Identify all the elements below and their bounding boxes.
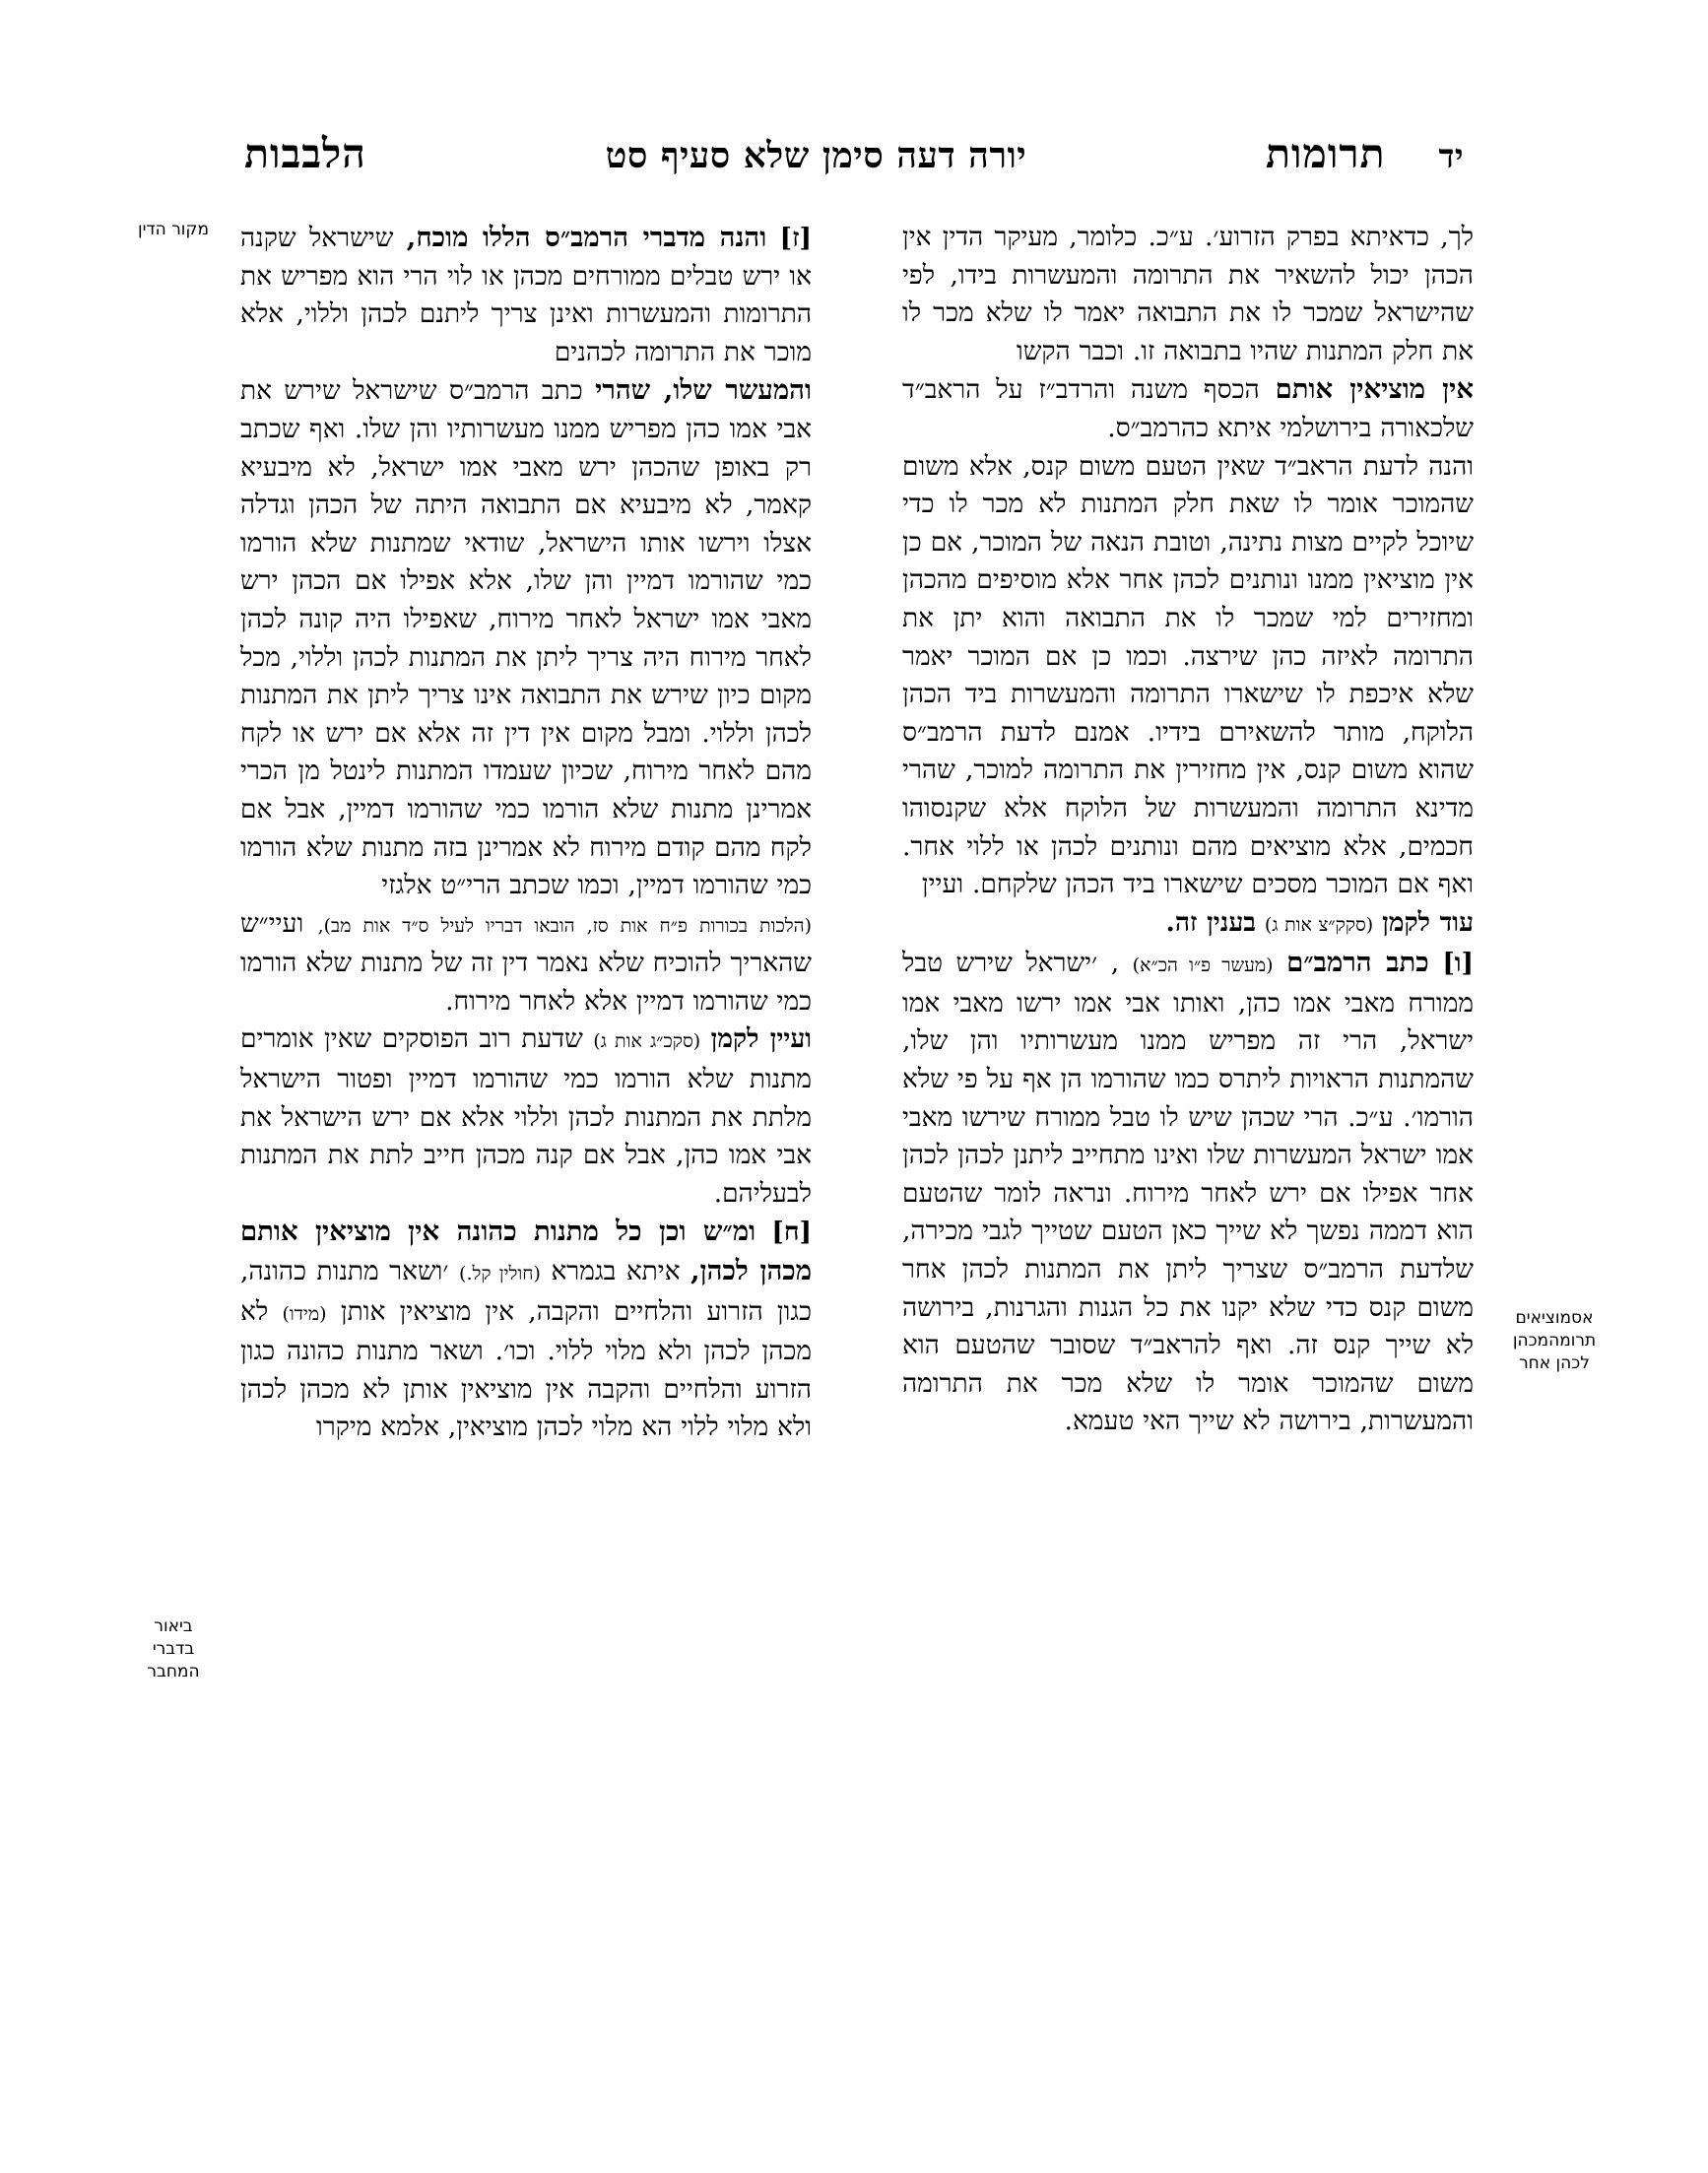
- paragraph-centered: [902, 904, 1474, 945]
- inline-heading: אין מוציאין אותם: [1275, 373, 1475, 406]
- section-title: הלבבות: [244, 130, 366, 177]
- source-citation: (סקק״צ אות ג): [1264, 913, 1374, 936]
- margin-note-right: [1495, 1307, 1613, 1375]
- inline-heading: ומ״ש וכן כל מתנות כהונה אין מוציאין אותם מכהן לכהן,: [240, 1216, 813, 1287]
- margin-note-right-line3: לכהן אחר: [1519, 1353, 1590, 1373]
- folio-number: יד: [1438, 137, 1464, 175]
- paragraph-text: כתב הרמב״ס שישראל שירש את אבי אמו כהן מפריש ממנו מעשרותיו והן שלו. ואף שכתב רק באופן שהכהן ירש מאבי אמו ישראל, לא מיבעיא קאמר, לא מיבעיא אם התבואה היתה של הכהן וגדלה אצלו וירשו אותו הישראל, שודאי שמתנות שלא הורמו כמי שהורמו דמיין והן שלו, אלא אפילו אם הכהן ירש מאבי אמו ישראל לאחר מירוח, שאפילו היה קונה לכהן לאחר מירוח היה צריך ליתן את המתנות לכהן וללוי, מכל מקום כיון שירש את התבואה אינו צריך ליתן את המתנות לכהן וללוי. ומבל מקום אין דין זה אלא אם ירש או לקח מהם לאחר מירוח, שכיון שעמדו המתנות לינטל מן הכרי אמרינן מתנות שלא הורמו כמי שהורמו דמיין, אבל אם לקח מהם קודם מירוח לא אמרינן בזה מתנות שלא הורמו כמי שהורמו דמיין, וכמו שכתב הרי״ט אלגזי: [240, 375, 813, 901]
- left-column-body: [240, 219, 812, 1447]
- paragraph-rambam: [902, 944, 1474, 1441]
- margin-note-right-line2: תרומהמכהן: [1512, 1331, 1597, 1350]
- source-citation: (הלכות בכורות פ״ח אות סז, הובאו דבריו לעיל ס״ד אות מב),: [317, 914, 813, 937]
- margin-note-right-line1: אסמוציאים: [1515, 1308, 1594, 1328]
- inline-heading: עוד לקמן: [1382, 906, 1474, 938]
- paragraph-zayin: [240, 219, 812, 371]
- paragraph-bracket-number: [ח]: [771, 1217, 812, 1248]
- inline-heading: כתב הרמב״ם: [1286, 947, 1429, 979]
- paragraph: [902, 448, 1474, 904]
- source-citation: (מעשר פ״ו הכ״א): [1132, 955, 1274, 977]
- paragraph-bracket-number: [ו]: [1442, 948, 1475, 979]
- inline-heading: והמעשר שלו, שהרי: [595, 374, 813, 407]
- text-columns: [137, 219, 1597, 2084]
- paragraph-text: שדעת רוב הפוסקים שאין אומרים מתנות שלא הורמו כמי שהורמו דמיין ופטור הישראל מלתת את המתנות לכהן וללוי אלא אם ירש הישראל את אבי אמו כהן, אבל אם קנה מכהן חייב לתת את המתנות לבעליהם.: [240, 1023, 812, 1209]
- paragraph-chet: [240, 1213, 812, 1447]
- column-right: [902, 219, 1597, 2084]
- paragraph-bracket-number: [ז]: [779, 223, 813, 253]
- paragraph-text: , ׳ישראל שירש טבל ממורח מאבי אמו כהן, ואותו אבי אמו ירשו מאבי אמו ישראל, הרי זה מפריש ממנו מעשרותיו והן שלו, שהמתנות הראויות ליתרס כמו שהורמו הן אף על פי שלא הורמו׳. ע״כ. הרי שכהן שיש לו טבל ממורח שירשו מאבי אמו ישראל המעשרות שלו ואינו מתחייב ליתנן לכהן לכהן אחר אפילו אם ירש לאחר מירוח. ונראה לומר שהטעם הוא דממה נפשך לא שייך כאן הטעם שטייך לגבי מכירה, שלדעת הרמב״ס שצריך ליתן את המתנות לכהן אחר משום קנס כדי שלא יקנו את כל הגנות והגרנות, בירושה לא שייך קנס זה. ואף להראב״ד שסובר שהטעם הוא משום שהמוכר אומר לו שלא מכר את התרומה והמעשרות, בירושה לא שייך האי טעמא.: [902, 948, 1474, 1437]
- paragraph-text: הכסף משנה והרדב״ז על הראב״ד שלכאורה בירושלמי איתא כהרמב״ס.: [902, 374, 1474, 443]
- paragraph-text: שישראל שקנה או ירש טבלים ממורחים מכהן או לוי הרי הוא מפריש את התרומות והמעשרות ואינן צריך ליתנם לכהן וללוי, אלא מוכר את התרומה לכהנים: [240, 223, 812, 367]
- paragraph-text: איתא בגמרא: [551, 1256, 681, 1287]
- column-left: [137, 219, 813, 2084]
- inline-heading-tail: בענין זה.: [1165, 906, 1256, 938]
- margin-note-explanation-line2: בדברי: [152, 1639, 195, 1659]
- margin-note-source: [114, 219, 232, 241]
- inline-heading: ועיין לקמן: [710, 1023, 813, 1055]
- margin-note-source-label: מקור הדין: [137, 220, 210, 239]
- margin-note-explanation: [114, 1615, 232, 1683]
- paragraph-text-3: לא מכהן לכהן ולא מלוי ללוי. וכו׳. ושאר מתנות כהונה כגון הזרוע והלחיים והקבה אין מוציאין אותן לא מכהן לכהן ולא מלוי ללוי הא מלוי לכהן מוציאין, אלמא מיקרו: [240, 1295, 812, 1443]
- source-citation: (סקכ״ג אות ג): [593, 1030, 701, 1053]
- paragraph: [240, 371, 812, 904]
- siman-reference: יורה דעה סימן שלא סעיף סט: [605, 135, 1027, 176]
- paragraph: [902, 219, 1474, 370]
- paragraph-with-heading: [902, 370, 1474, 447]
- paragraph-text: ועיי״ש שהאריך להוכיח שלא נאמר דין זה של מתנות שלא הורמו כמי שהורמו דמיין אלא לאחר מירוח.: [240, 907, 812, 1017]
- paragraph-see-below: [240, 1021, 812, 1213]
- paragraph-text: לך, כדאיתא בפרק הזרוע׳. ע״כ. כלומר, מעיקר הדין אין הכהן יכול להשאיר את התרומה והמעשרות בידו, לפי שהישראל שמכר לו את התבואה יאמר לו שלא מכר לו את חלק המתנות שהיו בתבואה זו. וכבר הקשו: [902, 222, 1474, 366]
- running-head: [244, 130, 1464, 191]
- book-title: תרומות: [1266, 130, 1386, 177]
- right-column-body: [902, 219, 1474, 1441]
- paragraph-citation: [240, 905, 812, 1021]
- source-citation-2: (מידו): [282, 1302, 327, 1325]
- margin-note-explanation-line3: המחבר: [147, 1662, 200, 1681]
- paragraph-text: והנה לדעת הראב״ד שאין הטעם משום קנס, אלא משום שהמוכר אומר לו שאת חלק המתנות לא מכר לו כדי שיוכל לקיים מצות נתינה, וטובת הנאה של המוכר, אם כן אין מוציאין ממנו ונותנים לכהן אחר אלא מוסיפים מהכהן ומחזירים למי שמכר לו את התבואה והוא יתן את התרומה לאיזה כהן שירצה. וכמו כן אם המוכר יאמר שלא איכפת לו שישארו התרומה והמעשרות ביד הכהן הלוקח, מותר להשאירם בידיו. אמנם לדעת הרמב״ס שהוא משום קנס, אין מחזירין את התרומה למוכר, שהרי מדינא התרומה והמעשרות של הלוקח אלא שקנסוהו חכמים, אלא מוציאים מהם ונותנים לכהן או ללוי אחר. ואף אם המוכר מסכים שישארו ביד הכהן שלקחם. ועיין: [902, 450, 1474, 900]
- margin-note-explanation-line1: ביאור: [154, 1616, 193, 1636]
- paragraph-text-2: ׳ושאר מתנות כהונה, כגון הזרוע והלחיים והקבה, אין מוציאין אותן: [240, 1256, 813, 1327]
- inline-heading: והנה מדברי הרמב״ס הללו מוכח,: [406, 222, 767, 253]
- source-citation: (חולין קל.): [459, 1263, 541, 1285]
